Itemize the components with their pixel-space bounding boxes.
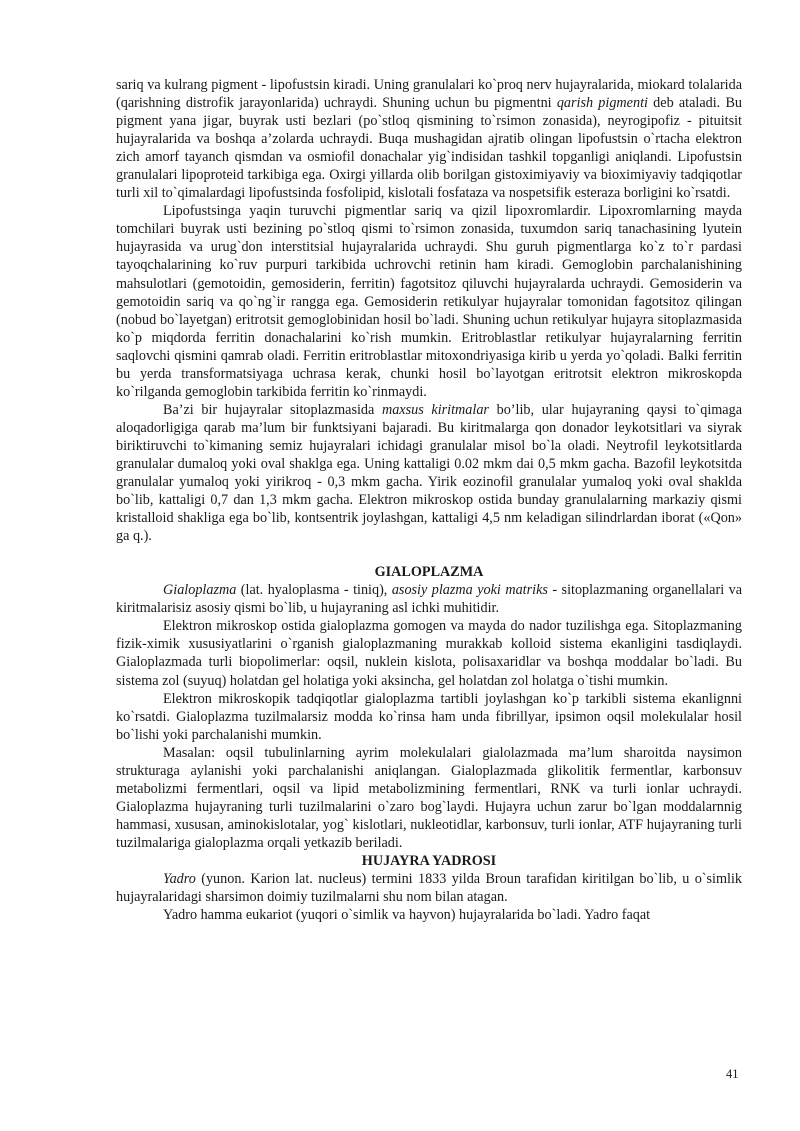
text-run: (lat. hyaloplasma - tiniq), (236, 582, 392, 599)
text-run: Elektron mikroskopik tadqiqotlar gialoplazma tartibli joylashgan ko`p tarkibli sistema ekanlignni ko`rsatdi. Gialoplazma tuzilmalarsiz modda ko`rinsa ham unda fibrillyar, ipsimon oqsil molekulalar hosil bo`lishi yoki parchalanishi mumkin. (116, 690, 742, 743)
text-run: - sitoplazmaning organellalari va kiritmalarisiz asosiy qismi bo`lib, u hujayraning asl ichki muhitidir. (116, 582, 742, 617)
italic-term: maxsus kiritmalar (381, 401, 489, 418)
text-run: Ba’zi bir hujayralar sitoplazmasida (163, 401, 382, 418)
text-run: Elektron mikroskop ostida gialoplazma gomogen va mayda do nador tuzilishga ega. Sitoplazmaning fizik-ximik xususiyatlarini o`rganish gialoplazmaning murakkab kolloid sistema ekanligini tasdiqlaydi. Gialoplazmada turli biopolimerlar: oqsil, nuklein kislota, polisaxaridlar va boshqa moddalar bo`ladi. Bu sistema zol (suyuq) holatdan gel holatiga yoki aksincha, gel holatdan zol holatga o`tishi mumkin. (116, 618, 742, 689)
text-run: Yadro hamma eukariot (yuqori o`simlik va hayvon) hujayralarida bo`ladi. Yadro faqat (163, 907, 651, 924)
body-paragraph (116, 870, 742, 906)
body-paragraph (116, 76, 742, 202)
italic-term: Yadro (163, 871, 196, 888)
body-paragraph (116, 906, 742, 924)
page-number: 41 (726, 1067, 739, 1081)
body-paragraph (116, 401, 742, 545)
text-run: (yunon. Karion lat. nucleus) termini 1833 yilda Broun tarafidan kiritilgan bo`lib, u o`simlik hujayralaridagi sharsimon doimiy tuzilmalarni shu nom bilan atagan. (116, 871, 742, 906)
section-heading (116, 852, 742, 870)
body-paragraph (116, 690, 742, 744)
document-body (116, 76, 742, 924)
text-run: Masalan: oqsil tubulinlarning ayrim molekulalari gialolazmada ma’lum sharoitda naysimon strukturaga aylanishi yoki parchalanishi aniqlangan. Gialoplazmada glikolitik fermentlar, karbonsuv metabolizmi fermentlari, oqsil va lipid metabolizmining fermentlari, RNK va turli ionlar uchraydi. Gialoplazma hujayraning turli tuzilmalarini o`zaro bog`laydi. Hujayra uchun zarur bo`lgan moddalarnnig hammasi, xususan, aminokislotalar, yog` kislotlari, nukleotidlar, karbonsuv, turli ionlar, ATF hujayraning turli tuzilmalariga gialoplazma orqali yetkazib beriladi. (116, 744, 742, 851)
text-run: deb ataladi. Bu pigment yana jigar, buyrak usti bezlari (po`stloq qismining to`rsimon zonasida), neyrogipofiz - pituitsit hujayralarida va boshqa a’zolarda uchraydi. Buqa mushagidan ajratib olingan lipofustsin o`rtacha elektron zich amorf tayanch qismdan va osmiofil donachalar yig`indisidan tashkil topganligi aniqlandi. Lipofustsin granulalari lipoproteid tarkibiga ega. Oxirgi yillarda olib borilgan gistoximiyaviy va bioximiyaviy tadqiqotlar turli xil to`qimalardagi lipofustsinda fosfolipid, kislotali fosfataza va nospetsifik esteraza borligini ko`rsatdi. (116, 95, 742, 202)
body-paragraph (116, 617, 742, 689)
italic-term: qarish pigmenti (556, 95, 648, 112)
text-run: GIALOPLAZMA (374, 564, 484, 581)
body-paragraph (116, 202, 742, 401)
text-run: sariq va kulrang pigment - lipofustsin kiradi. Uning granulalari ko`proq nerv hujayralarida, miokard tolalarida (qarishning distrofik jarayonlarida) uchraydi. Shuning uchun bu pigmentni (116, 77, 742, 112)
italic-term: asosiy plazma yoki matriks (391, 582, 548, 599)
body-paragraph (116, 744, 742, 852)
text-run: Lipofustsinga yaqin turuvchi pigmentlar sariq va qizil lipoxromlardir. Lipoxromlarning mayda tomchilari buyrak usti bezining po`stloq qismi to`rsimon zonasida, tuxumdon sariq tanachasining lyutein hujayrasida va urug`don interstitsial hujayralarida uchraydi. Shu guruh pigmentlarga ko`z to`r pardasi tayoqchalarining ko`ruv purpuri tarkibida uchrovchi retinin ham kiradi. Gemoglobin parchalanishining mahsulotlari (gemotoidin, gemosiderin, ferritin) fagotsitoz qiluvchi hujayralarda uchraydi. Gemosiderin va gemotoidin sariq va qo`ng`ir rangga ega. Gemosiderin retikulyar hujayralar tomonidan fagotsitoz qilingan (nobud bo`layetgan) eritrotsit gemoglobinidan hosil bo`ladi. Shuning uchun retikulyar hujayra sitoplazmasida ko`p miqdorda ferritin donachalarini ko`rish mumkin. Eritroblastlar retikulyar hujayralarning ferritin saqlovchi qismini qamrab oladi. Ferritin eritroblastlar mitoxondriyasiga kirib u yerda yo`qoladi. Balki ferritin bu yerda transformatsiyaga uchrasa kerak, chunki hosil bo`layotgan eritrotsit elektron mikroskopda ko`rilganda gemoglobin tarkibida ferritin ko`rinmaydi. (116, 203, 742, 400)
text-run: bo’lib, ular hujayraning qaysi to`qimaga aloqadorligiga qarab ma’lum bir funktsiyani bajaradi. Bu kiritmalarga qon donador leykotsitlari va siyrak biriktiruvchi to`kimaning semiz hujayralari ichidagi granulalar misol bo`la oladi. Neytrofil leykotsitlarda granulalar dumaloq yoki oval shaklga ega. Uning kattaligi 0.02 mkm dai 0,5 mkm gacha. Bazofil leykotsitda granulalar yumaloq yoki yirikroq - 0,3 mkm gacha. Yirik eozinofil granulalar yumaloq yoki oval shaklda bo`lib, kattaligi 0,7 dan 1,3 mkm gacha. Elektron mikroskop ostida bunday granulalarning markaziy qismi kristalloid shakliga ega bo`lib, kontsentrik joylashgan, kattaligi 4,5 nm keladigan silindrlardan iborat («Qon» ga q.). (116, 401, 742, 545)
body-paragraph (116, 581, 742, 617)
text-run: HUJAYRA YADROSI (361, 852, 497, 869)
section-heading (116, 563, 742, 581)
italic-term: Gialoplazma (163, 582, 237, 599)
document-page (116, 76, 742, 924)
